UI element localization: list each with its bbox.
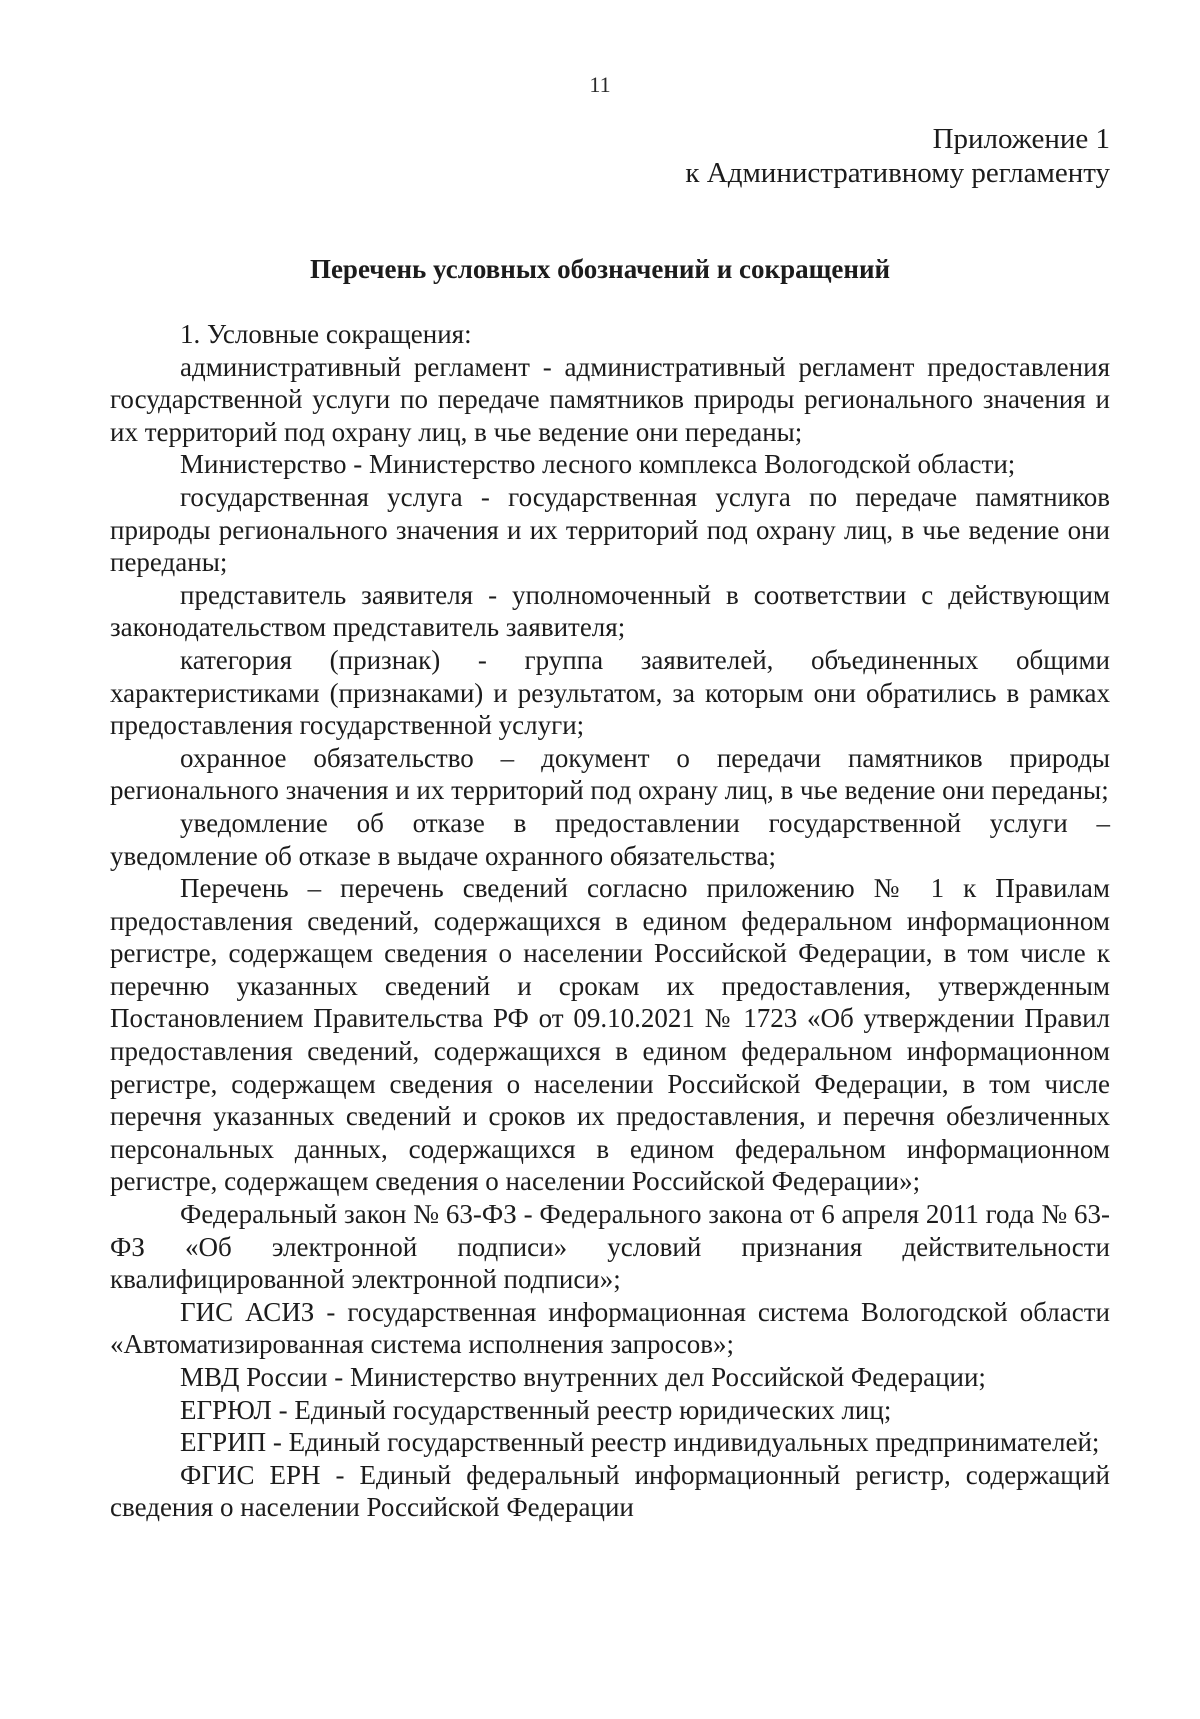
page-number: 11 — [589, 72, 611, 97]
document-body — [110, 318, 1110, 1524]
paragraph: Перечень – перечень сведений согласно приложению № 1 к Правилам предоставления сведений, содержащихся в едином федеральном информационном регистре, содержащем сведения о населении Российской Федерации, в том числе к перечню указанных сведений и срокам их предоставления, утвержденным Постановлением Правительства РФ от 09.10.2021 № 1723 «Об утверждении Правил предоставления сведений, содержащихся в едином федеральном информационном регистре, содержащем сведения о населении Российской Федерации, в том числе перечня указанных сведений и сроков их предоставления, и перечня обезличенных персональных данных, содержащихся в едином федеральном информационном регистре, содержащем сведения о населении Российской Федерации»; — [110, 873, 1110, 1197]
paragraph: уведомление об отказе в предоставлении государственной услуги – уведомление об отказе в выдаче охранного обязательства; — [110, 807, 1110, 871]
paragraph: 1. Условные сокращения: — [180, 319, 472, 349]
paragraph: ГИС АСИЗ - государственная информационная система Вологодской области «Автоматизированная система исполнения запросов»; — [110, 1296, 1110, 1360]
appendix-line-2: к Административному регламенту — [685, 157, 1110, 189]
paragraph: категория (признак) - группа заявителей, объединенных общими характеристиками (признаками) и результатом, за которым они обратились в рамках предоставления государственной услуги; — [110, 644, 1110, 741]
appendix-line-1: Приложение 1 — [932, 123, 1110, 155]
paragraph: административный регламент - административный регламент предоставления государственной услуги по передаче памятников природы регионального значения и их территорий под охрану лиц, в чье ведение они переданы; — [110, 351, 1110, 447]
paragraph: МВД России - Министерство внутренних дел Российской Федерации; — [180, 1362, 986, 1392]
paragraph: Федеральный закон № 63-ФЗ - Федерального закона от 6 апреля 2011 года № 63-ФЗ «Об электронной подписи» условий признания действительности квалифицированной электронной подписи»; — [110, 1199, 1110, 1295]
paragraph: Министерство - Министерство лесного комплекса Вологодской области; — [180, 449, 1016, 480]
paragraph: ЕГРИП - Единый государственный реестр индивидуальных предпринимателей; — [180, 1427, 1100, 1458]
document-title: Перечень условных обозначений и сокращений — [309, 254, 891, 284]
paragraph: охранное обязательство – документ о передачи памятников природы регионального значения и их территорий под охрану лиц, в чье ведение они переданы; — [110, 742, 1110, 806]
paragraph: государственная услуга - государственная услуга по передаче памятников природы регионального значения и их территорий под охрану лиц, в чье ведение они переданы; — [110, 481, 1110, 578]
paragraph: ФГИС ЕРН - Единый федеральный информационный регистр, содержащий сведения о населении Российской Федерации — [110, 1459, 1110, 1523]
appendix-header — [685, 122, 1110, 190]
paragraph: представитель заявителя - уполномоченный в соответствии с действующим законодательством представитель заявителя; — [110, 579, 1110, 643]
paragraph: ЕГРЮЛ - Единый государственный реестр юридических лиц; — [180, 1394, 892, 1425]
